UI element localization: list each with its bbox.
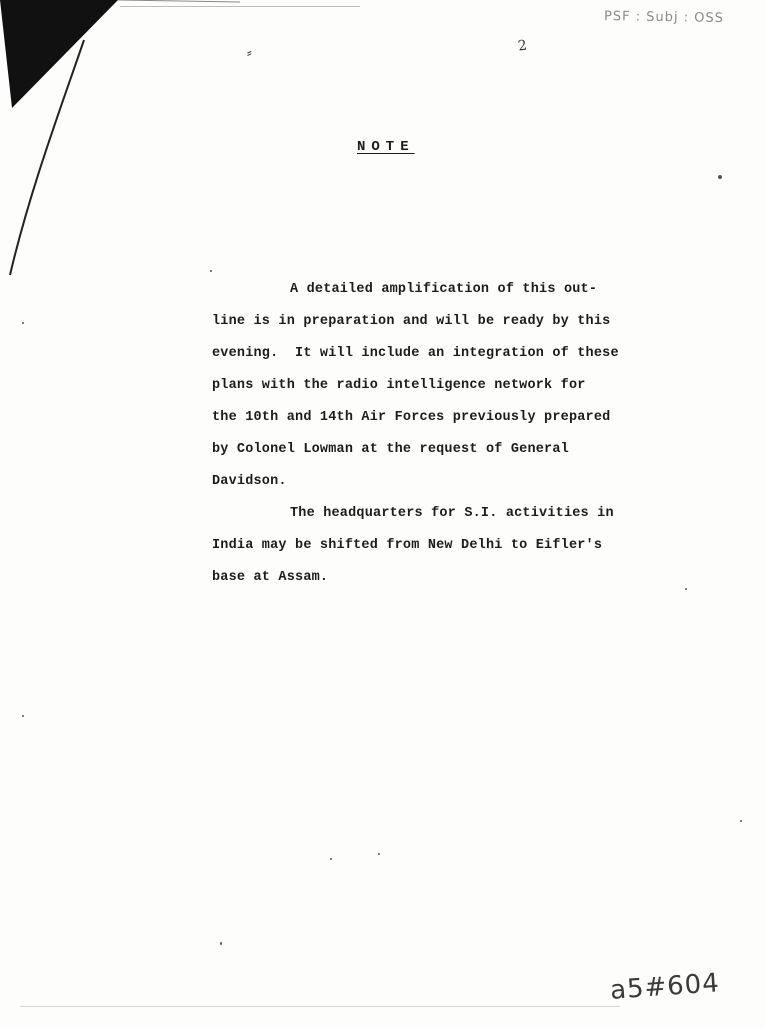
scan-artifact-line bbox=[20, 1006, 620, 1007]
note-title: NOTE bbox=[357, 139, 415, 155]
scan-speck bbox=[220, 942, 222, 945]
paragraph-1-line-1: A detailed amplification of this out- bbox=[290, 282, 598, 297]
paragraph-1-line-5: the 10th and 14th Air Forces previously prepared bbox=[212, 410, 611, 425]
paragraph-1-line-7: Davidson. bbox=[212, 474, 287, 489]
scan-speck bbox=[378, 853, 380, 855]
folded-corner-mark bbox=[0, 0, 260, 290]
handwritten-document-number: a5#604 bbox=[609, 968, 721, 1006]
archive-reference-stamp: PSF : Subj : OSS bbox=[603, 8, 725, 27]
handwritten-page-number: 2 bbox=[516, 37, 528, 55]
paragraph-1-line-6: by Colonel Lowman at the request of General bbox=[212, 442, 569, 457]
scan-speck bbox=[22, 322, 24, 324]
scan-speck bbox=[210, 270, 212, 272]
scan-speck bbox=[740, 820, 742, 822]
paragraph-2-line-1: The headquarters for S.I. activities in bbox=[290, 506, 614, 521]
scan-speck bbox=[330, 858, 332, 860]
paragraph-2-line-3: base at Assam. bbox=[212, 570, 329, 585]
paragraph-1-line-3: evening. It will include an integration of these bbox=[212, 346, 619, 361]
scan-speck bbox=[685, 588, 687, 590]
scan-speck bbox=[718, 175, 722, 179]
paragraph-2-line-2: India may be shifted from New Delhi to Eifler's bbox=[212, 538, 603, 553]
handwritten-tick-mark: ⸗ bbox=[247, 45, 252, 61]
scan-speck bbox=[22, 715, 24, 717]
scan-artifact-line bbox=[120, 6, 360, 7]
paragraph-1-line-2: line is in preparation and will be ready by this bbox=[212, 314, 611, 329]
paragraph-1-line-4: plans with the radio intelligence network for bbox=[212, 378, 586, 393]
